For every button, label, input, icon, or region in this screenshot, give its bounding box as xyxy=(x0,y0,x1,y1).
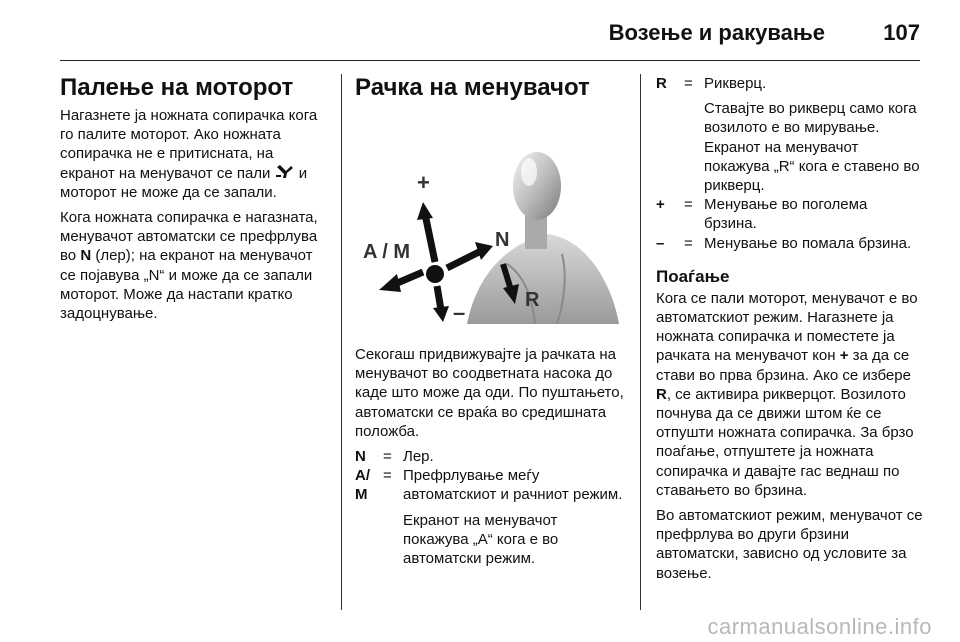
gate-center-dot xyxy=(426,265,444,283)
column-divider xyxy=(640,74,641,610)
foot-brake-icon xyxy=(275,165,295,182)
def-n: N = Лер. xyxy=(355,448,434,466)
page-header xyxy=(60,14,920,61)
def-am-extra: Екранот на менувачот покажува „A“ кога е во автоматски режим. xyxy=(403,511,559,568)
column-driving-off xyxy=(656,74,924,614)
label-minus: – xyxy=(453,300,466,324)
gear-lever-illustration xyxy=(357,124,619,324)
watermark: carmanualsonline.info xyxy=(707,614,932,639)
section-heading-gear-lever: Рачка на менувачот xyxy=(355,74,590,101)
column-gear-lever xyxy=(355,74,625,614)
def-r-extra: Ставајте во рикверц само кога возилото е во мирување. Екранот на менувачот покажува „R“ кога е ставено во рикверц. xyxy=(704,100,920,195)
section-heading-driving-off: Поаѓање xyxy=(656,266,730,286)
column-divider xyxy=(341,74,342,610)
page-number: 107 xyxy=(883,20,920,45)
label-r: R xyxy=(525,289,540,311)
label-am: A / M xyxy=(363,241,411,263)
paragraph-brake-warning: Нагазнете ја ножната сопирачка кога го палите моторот. Ако ножната сопирачка не е притисната, на екранот на менувачот се пали и моторот не може да се запали. xyxy=(60,107,318,201)
chapter-title: Возење и ракување xyxy=(608,20,825,45)
paragraph-auto-mode: Во автоматскиот режим, менувачот се префрлува во други брзини автоматски, зависно од условите за возење. xyxy=(656,507,923,582)
arrow-minus xyxy=(437,286,441,310)
label-plus: + xyxy=(417,170,430,195)
def-minus: – = Менување во помала брзина. xyxy=(656,234,912,252)
def-r: R = Рикверц. xyxy=(656,75,767,92)
gear-knob xyxy=(513,152,561,220)
section-heading-starting-engine: Палење на моторот xyxy=(60,74,294,101)
label-n: N xyxy=(495,229,510,251)
def-plus: + = Менување во поголема брзина. xyxy=(656,196,868,233)
def-am: A/ M = Префрлување меѓу автоматскиот и рачниот режим. xyxy=(355,467,623,504)
paragraph-driving-off: Кога се пали моторот, менувачот е во автоматскиот режим. Нагазнете ја ножната сопирачка и поместете ја рачката на менувачот кон + за да се стави во прва брзина. Ако се избере R, се активира рикверцот. Возилото почнува да се движи штом ќе се отпушти ножната сопирачка. За брзо поаѓање, отпуштете ја ножната сопирачка и давајте гас веднаш по ставањето во брзина. xyxy=(656,289,918,499)
paragraph-lever-intro: Секогаш придвижувајте ја рачката на менувачот во соодветната насока до каде што може да оди. По пуштањето, автоматски се враќа во средишната положба. xyxy=(355,346,624,440)
column-starting-engine xyxy=(60,74,324,614)
paragraph-brake-neutral: Кога ножната сопирачка е нагазната, менувачот автоматски се префрлува во N (лер); на екранот на менувачот се појавува „N“ и може да се запали моторот. Може да настапи кратко задоцнување. xyxy=(60,209,318,323)
gear-positions-list-continued xyxy=(656,74,924,253)
gear-positions-list xyxy=(355,447,625,568)
